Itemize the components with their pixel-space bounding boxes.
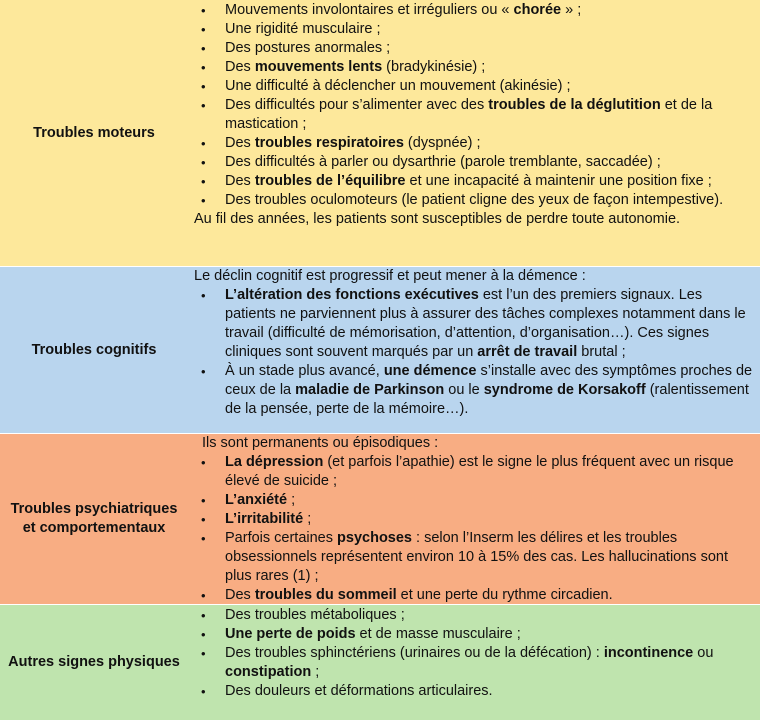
bullet-list — [194, 606, 756, 701]
list-item: • Des troubles métaboliques ; — [194, 606, 756, 625]
section-troubles-psychiatriques — [0, 434, 760, 605]
list-item: • Des difficultés pour s’alimenter avec des troubles de la déglutition et de la mastication ; — [194, 96, 756, 134]
section-autres-signes — [0, 605, 760, 720]
list-item: • La dépression (et parfois l’apathie) est le signe le plus fréquent avec un risque élevé de suicide ; — [194, 453, 756, 491]
list-item: • À un stade plus avancé, une démence s’installe avec des symptômes proches de ceux de la maladie de Parkinson ou le syndrome de Korsakoff (ralentissement de la pensée, perte de la mémoire…). — [194, 362, 756, 419]
list-item: • Des troubles respiratoires (dyspnée) ; — [194, 134, 756, 153]
bullet-list — [194, 1, 756, 210]
section-content — [194, 267, 756, 419]
list-item: • Une difficulté à déclencher un mouvement (akinésie) ; — [194, 77, 756, 96]
section-label: Troubles cognitifs — [31, 341, 157, 358]
list-item: • Mouvements involontaires et irréguliers ou « chorée » ; — [194, 1, 756, 20]
bullet-list — [194, 286, 756, 419]
list-item: • Des troubles de l’équilibre et une incapacité à maintenir une position fixe ; — [194, 172, 756, 191]
section-outro: Au fil des années, les patients sont susceptibles de perdre toute autonomie. — [194, 211, 681, 227]
section-troubles-moteurs — [0, 0, 760, 267]
list-item: • Des douleurs et déformations articulaires. — [194, 682, 756, 701]
section-label: Autres signes physiques — [8, 654, 180, 670]
list-item: • Des troubles oculomoteurs (le patient cligne des yeux de façon intempestive). — [194, 191, 756, 210]
section-label: Troubles moteurs — [33, 124, 155, 141]
list-item: • Parfois certaines psychoses : selon l’Inserm les délires et les troubles obsessionnels représentent environ 10 à 15% des cas. Les hallucinations sont plus rares (1) ; — [194, 529, 756, 586]
section-content — [194, 606, 756, 701]
list-item: • Des mouvements lents (bradykinésie) ; — [194, 58, 756, 77]
list-item: • Une perte de poids et de masse musculaire ; — [194, 625, 756, 644]
section-content — [194, 434, 756, 605]
section-intro: Le déclin cognitif est progressif et peut mener à la démence : — [194, 268, 586, 284]
list-item: • Des troubles sphinctériens (urinaires ou de la défécation) : incontinence ou constipation ; — [194, 644, 756, 682]
section-troubles-cognitifs — [0, 267, 760, 434]
list-item: • Des postures anormales ; — [194, 39, 756, 58]
list-item: • L’anxiété ; — [194, 491, 756, 510]
list-item: • L’irritabilité ; — [194, 510, 756, 529]
list-item: • Une rigidité musculaire ; — [194, 20, 756, 39]
list-item: • Des difficultés à parler ou dysarthrie (parole tremblante, saccadée) ; — [194, 153, 756, 172]
list-item: • Des troubles du sommeil et une perte du rythme circadien. — [194, 586, 756, 605]
list-item: • L’altération des fonctions exécutives est l’un des premiers signaux. Les patients ne parviennent plus à assurer des tâches complexes notamment dans le travail (difficulté de mémorisation, d’attention, d’organisation…). Ces signes cliniques sont souvent marqués par un arrêt de travail brutal ; — [194, 286, 756, 362]
section-content — [194, 1, 756, 229]
section-intro: Ils sont permanents ou épisodiques : — [202, 435, 439, 451]
section-label: Troubles psychiatriques et comportementaux — [10, 501, 178, 536]
bullet-list — [194, 453, 756, 605]
